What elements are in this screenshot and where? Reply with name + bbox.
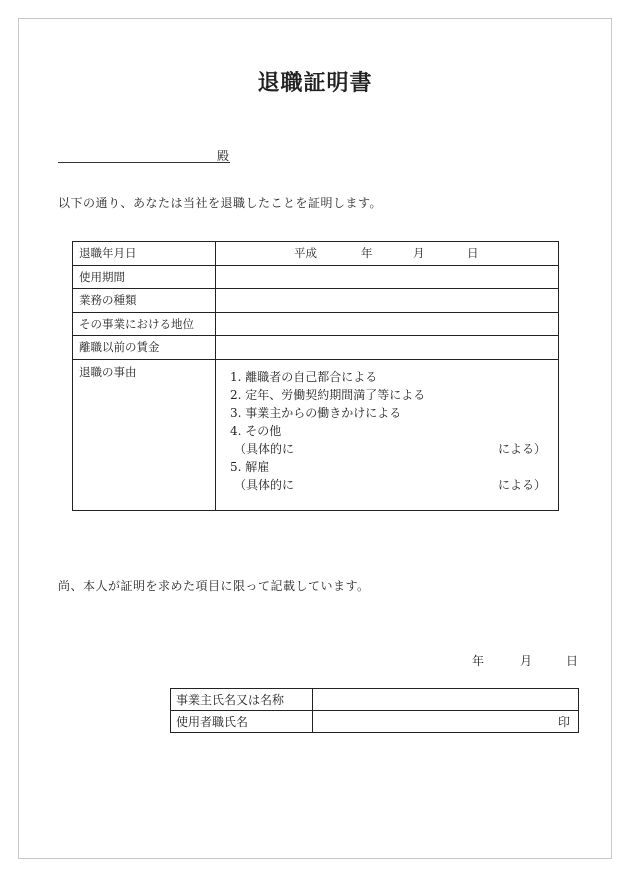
- year-label: 年: [361, 246, 373, 260]
- wage-field[interactable]: [216, 336, 559, 360]
- reason-item-5[interactable]: 5. 解雇: [230, 459, 270, 474]
- position-field[interactable]: [216, 312, 559, 336]
- intro-text: 以下の通り、あなたは当社を退職したことを証明します。: [58, 196, 383, 210]
- reason-list: [230, 368, 558, 494]
- seal-mark: 印: [557, 715, 570, 729]
- detail-open: （具体的に: [234, 477, 295, 492]
- work-type-field[interactable]: [216, 289, 559, 313]
- position-label: その事業における地位: [73, 312, 216, 336]
- employer-field[interactable]: [313, 689, 579, 711]
- table-row: [171, 689, 579, 711]
- reason-field[interactable]: [216, 359, 559, 510]
- reason-item-2[interactable]: 2. 定年、労働契約期間満了等による: [230, 387, 426, 402]
- retirement-info-table: [72, 241, 559, 511]
- retirement-date-label: 退職年月日: [73, 242, 216, 266]
- reason-item-4[interactable]: 4. その他: [230, 423, 282, 438]
- table-row: [73, 242, 559, 266]
- user-label: 使用者職氏名: [171, 711, 313, 733]
- reason-item-5-detail[interactable]: [230, 476, 546, 494]
- table-row: [73, 359, 559, 510]
- footer-note: 尚、本人が証明を求めた項目に限って記載しています。: [58, 579, 370, 593]
- period-label: 使用期間: [73, 265, 216, 289]
- detail-close: による）: [497, 441, 546, 456]
- document-title: 退職証明書: [257, 70, 373, 96]
- era-label: 平成: [294, 246, 317, 260]
- recipient-honorific: 殿: [217, 149, 230, 163]
- wage-label: 離職以前の賃金: [73, 336, 216, 360]
- table-row: [73, 336, 559, 360]
- month-label: 月: [413, 246, 425, 260]
- reason-item-3[interactable]: 3. 事業主からの働きかけによる: [230, 405, 402, 420]
- recipient-name-line[interactable]: [58, 162, 230, 163]
- employer-label: 事業主氏名又は名称: [171, 689, 313, 711]
- table-row: [73, 289, 559, 313]
- day-label: 日: [467, 246, 479, 260]
- table-row: [171, 711, 579, 733]
- work-type-label: 業務の種類: [73, 289, 216, 313]
- detail-close: による）: [497, 477, 546, 492]
- signature-table: [170, 688, 579, 733]
- table-row: [73, 265, 559, 289]
- sign-day-label: 日: [566, 654, 579, 668]
- sign-month-label: 月: [520, 654, 533, 668]
- user-field[interactable]: [313, 711, 579, 733]
- reason-item-1[interactable]: 1. 離職者の自己都合による: [230, 369, 378, 384]
- reason-label: 退職の事由: [73, 359, 216, 510]
- detail-open: （具体的に: [234, 441, 295, 456]
- period-field[interactable]: [216, 265, 559, 289]
- table-row: [73, 312, 559, 336]
- sign-year-label: 年: [472, 654, 485, 668]
- reason-item-4-detail[interactable]: [230, 440, 546, 458]
- retirement-date-field[interactable]: [216, 242, 559, 266]
